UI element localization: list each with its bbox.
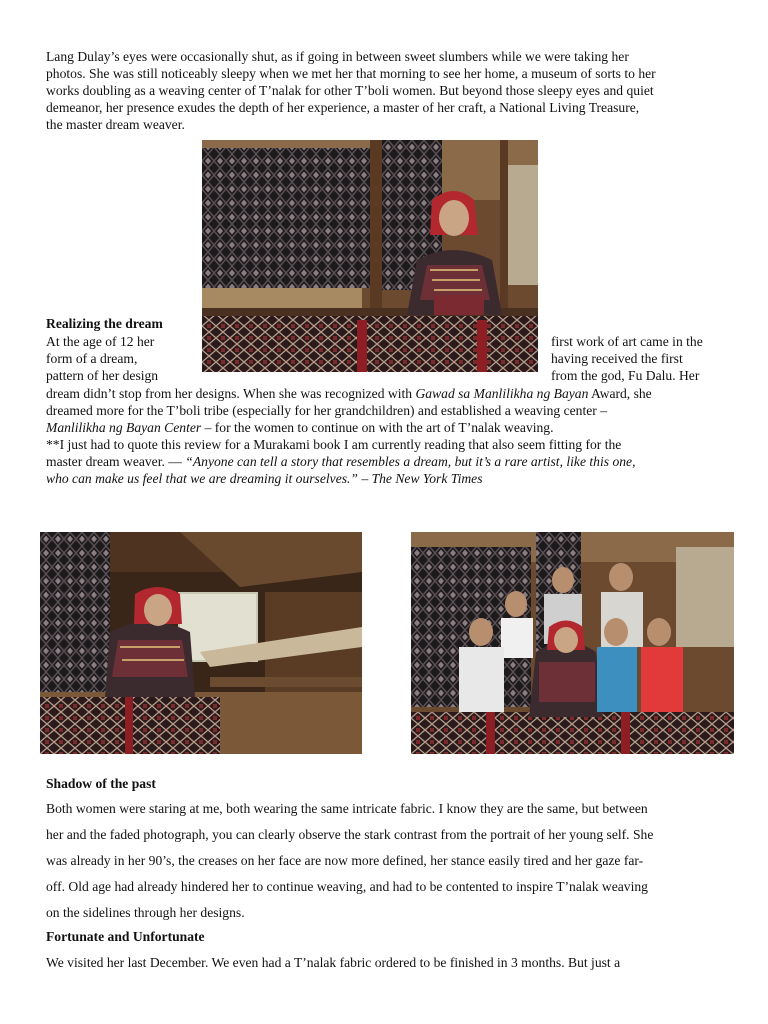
text-span: Award, she [588, 386, 652, 401]
text-span: – for the women to continue on with the art of T’nalak weaving. [201, 420, 554, 435]
text-span: dream didn’t stop from her designs. When she was recognized with [46, 386, 416, 401]
realizing-line [46, 419, 554, 436]
group-photo-image [411, 532, 734, 754]
section-heading-fortunate: Fortunate and Unfortunate [46, 929, 205, 944]
loom-photo-image [40, 532, 362, 754]
section-heading-shadow: Shadow of the past [46, 776, 156, 791]
wrap-left-line: At the age of 12 her [46, 334, 155, 349]
quote-text: “Anyone can tell a story that resembles a dream, but it’s a rare artist, like this one, [185, 454, 636, 469]
realizing-line: **I just had to quote this review for a Murakami book I am currently reading that also seem fitting for the [46, 437, 622, 452]
shadow-line: her and the faded photograph, you can clearly observe the stark contrast from the portrait of her young self. She [46, 827, 654, 842]
main-photo [202, 140, 538, 372]
quote-text: who can make us feel that we are dreaming it ourselves.” – The New York Times [46, 471, 483, 486]
center-name: Manlilikha ng Bayan Center [46, 420, 202, 435]
shadow-line: on the sidelines through her designs. [46, 905, 245, 920]
wrap-right-line: from the god, Fu Dalu. Her [551, 368, 700, 383]
group-photo [411, 532, 734, 754]
award-name: Gawad sa Manlilikha ng Bayan [415, 386, 589, 401]
shadow-line: Both women were staring at me, both wearing the same intricate fabric. I know they are the same, but between [46, 801, 648, 816]
shadow-line: off. Old age had already hindered her to continue weaving, and had to be contented to inspire T’nalak weaving [46, 879, 648, 894]
shadow-line: was already in her 90’s, the creases on her face are now more defined, her stance easily tired and her gaze far- [46, 853, 644, 868]
intro-line: the master dream weaver. [46, 117, 185, 132]
intro-line: works doubling as a weaving center of T’nalak for other T’boli women. But beyond those sleepy eyes and quiet [46, 83, 654, 98]
wrap-left-line: pattern of her design [46, 368, 159, 383]
fortunate-line: We visited her last December. We even had a T’nalak fabric ordered to be finished in 3 months. But just a [46, 955, 621, 970]
realizing-line [46, 453, 635, 470]
main-photo-image [202, 140, 538, 372]
intro-line: demeanor, her presence exudes the depth of her experience, a master of her craft, a National Living Treasure, [46, 100, 640, 115]
realizing-line: dreamed more for the T’boli tribe (especially for her grandchildren) and established a weaving center – [46, 403, 608, 418]
text-span: master dream weaver. — [46, 454, 186, 469]
wrap-left-line: form of a dream, [46, 351, 138, 366]
realizing-line [46, 385, 652, 402]
intro-line: photos. She was still noticeably sleepy when we met her that morning to see her home, a museum of sorts to her [46, 66, 656, 81]
section-heading-realizing: Realizing the dream [46, 316, 163, 331]
wrap-right-line: first work of art came in the [551, 334, 703, 349]
wrap-right-line: having received the first [551, 351, 683, 366]
loom-photo [40, 532, 362, 754]
intro-line: Lang Dulay’s eyes were occasionally shut, as if going in between sweet slumbers while we were taking her [46, 49, 629, 64]
